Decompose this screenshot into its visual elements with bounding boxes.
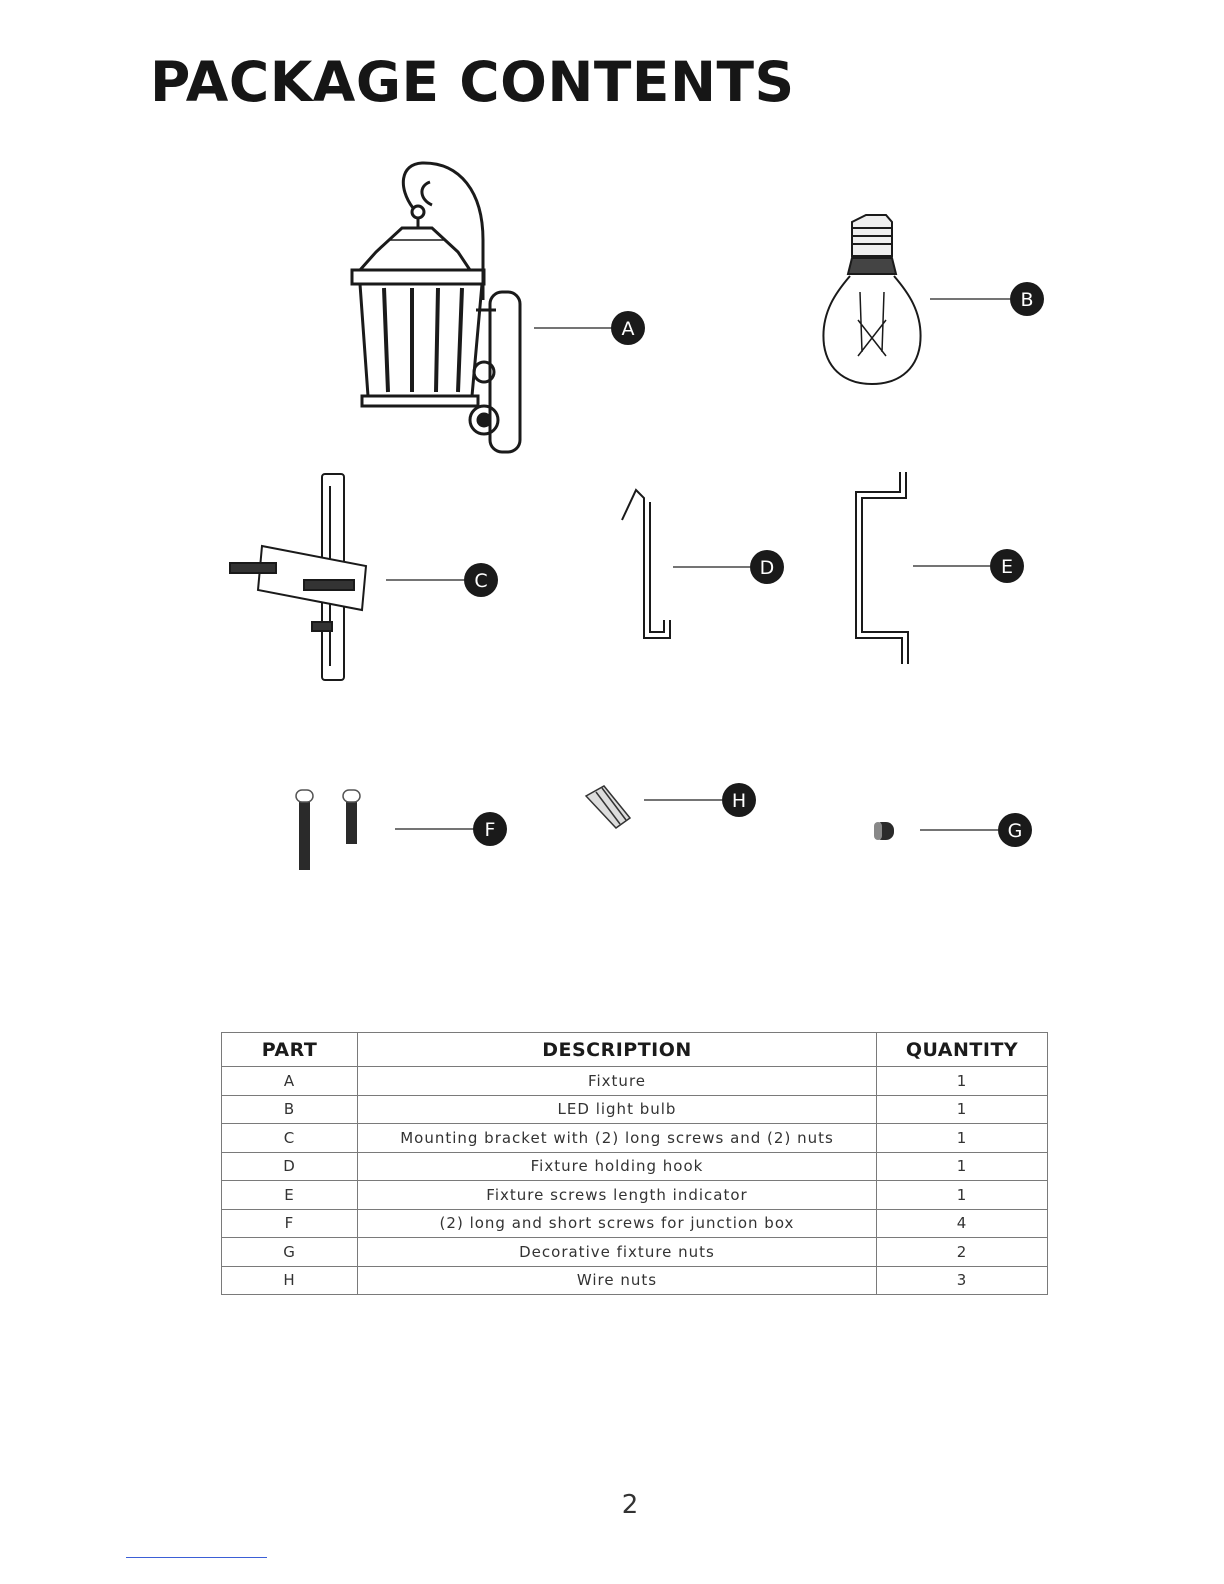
- svg-text:C: C: [474, 570, 488, 592]
- holding-hook-icon: [622, 490, 670, 638]
- cell-quantity: 1: [877, 1152, 1048, 1181]
- callout-d: [750, 550, 784, 584]
- cell-description: Decorative fixture nuts: [358, 1238, 877, 1267]
- cell-part: D: [222, 1152, 358, 1181]
- decorative-nut-icon: [874, 822, 894, 840]
- cell-part: E: [222, 1181, 358, 1210]
- header-quantity: QUANTITY: [877, 1033, 1048, 1067]
- footer-rule: [126, 1557, 267, 1558]
- svg-text:F: F: [484, 819, 496, 841]
- page-title: PACKAGE CONTENTS: [150, 50, 795, 114]
- lantern-fixture-icon: [352, 163, 520, 452]
- callout-e: [990, 549, 1024, 583]
- callout-a: [611, 311, 645, 345]
- cell-quantity: 4: [877, 1209, 1048, 1238]
- table-row: [222, 1266, 1048, 1295]
- cell-description: Fixture holding hook: [358, 1152, 877, 1181]
- callout-c: [464, 563, 498, 597]
- table-row: [222, 1238, 1048, 1267]
- svg-text:D: D: [759, 557, 775, 579]
- table-row: [222, 1095, 1048, 1124]
- cell-quantity: 1: [877, 1124, 1048, 1153]
- table-row: [222, 1209, 1048, 1238]
- cell-quantity: 3: [877, 1266, 1048, 1295]
- table-row: [222, 1067, 1048, 1096]
- cell-description: LED light bulb: [358, 1095, 877, 1124]
- callout-b: [1010, 282, 1044, 316]
- cell-quantity: 2: [877, 1238, 1048, 1267]
- cell-description: (2) long and short screws for junction box: [358, 1209, 877, 1238]
- table-header-row: [222, 1033, 1048, 1067]
- cell-description: Fixture screws length indicator: [358, 1181, 877, 1210]
- svg-text:G: G: [1007, 820, 1023, 842]
- wire-nut-icon: [586, 786, 630, 828]
- svg-text:A: A: [621, 318, 635, 340]
- cell-quantity: 1: [877, 1181, 1048, 1210]
- callout-f: [473, 812, 507, 846]
- svg-text:E: E: [1000, 556, 1014, 578]
- svg-text:H: H: [731, 790, 747, 812]
- table-row: [222, 1124, 1048, 1153]
- light-bulb-icon: [823, 215, 920, 384]
- cell-part: G: [222, 1238, 358, 1267]
- cell-part: F: [222, 1209, 358, 1238]
- page-number: 2: [621, 1490, 639, 1520]
- parts-table: [221, 1032, 1048, 1295]
- cell-part: C: [222, 1124, 358, 1153]
- cell-quantity: 1: [877, 1067, 1048, 1096]
- cell-quantity: 1: [877, 1095, 1048, 1124]
- cell-part: B: [222, 1095, 358, 1124]
- table-row: [222, 1181, 1048, 1210]
- cell-description: Wire nuts: [358, 1266, 877, 1295]
- mounting-bracket-icon: [230, 474, 366, 680]
- cell-description: Fixture: [358, 1067, 877, 1096]
- header-description: DESCRIPTION: [358, 1033, 877, 1067]
- header-part: PART: [222, 1033, 358, 1067]
- svg-text:B: B: [1020, 289, 1034, 311]
- cell-description: Mounting bracket with (2) long screws and (2) nuts: [358, 1124, 877, 1153]
- cell-part: H: [222, 1266, 358, 1295]
- cell-part: A: [222, 1067, 358, 1096]
- screws-icon: [296, 790, 360, 870]
- callout-h: [722, 783, 756, 817]
- table-row: [222, 1152, 1048, 1181]
- length-indicator-icon: [856, 472, 908, 664]
- callout-g: [998, 813, 1032, 847]
